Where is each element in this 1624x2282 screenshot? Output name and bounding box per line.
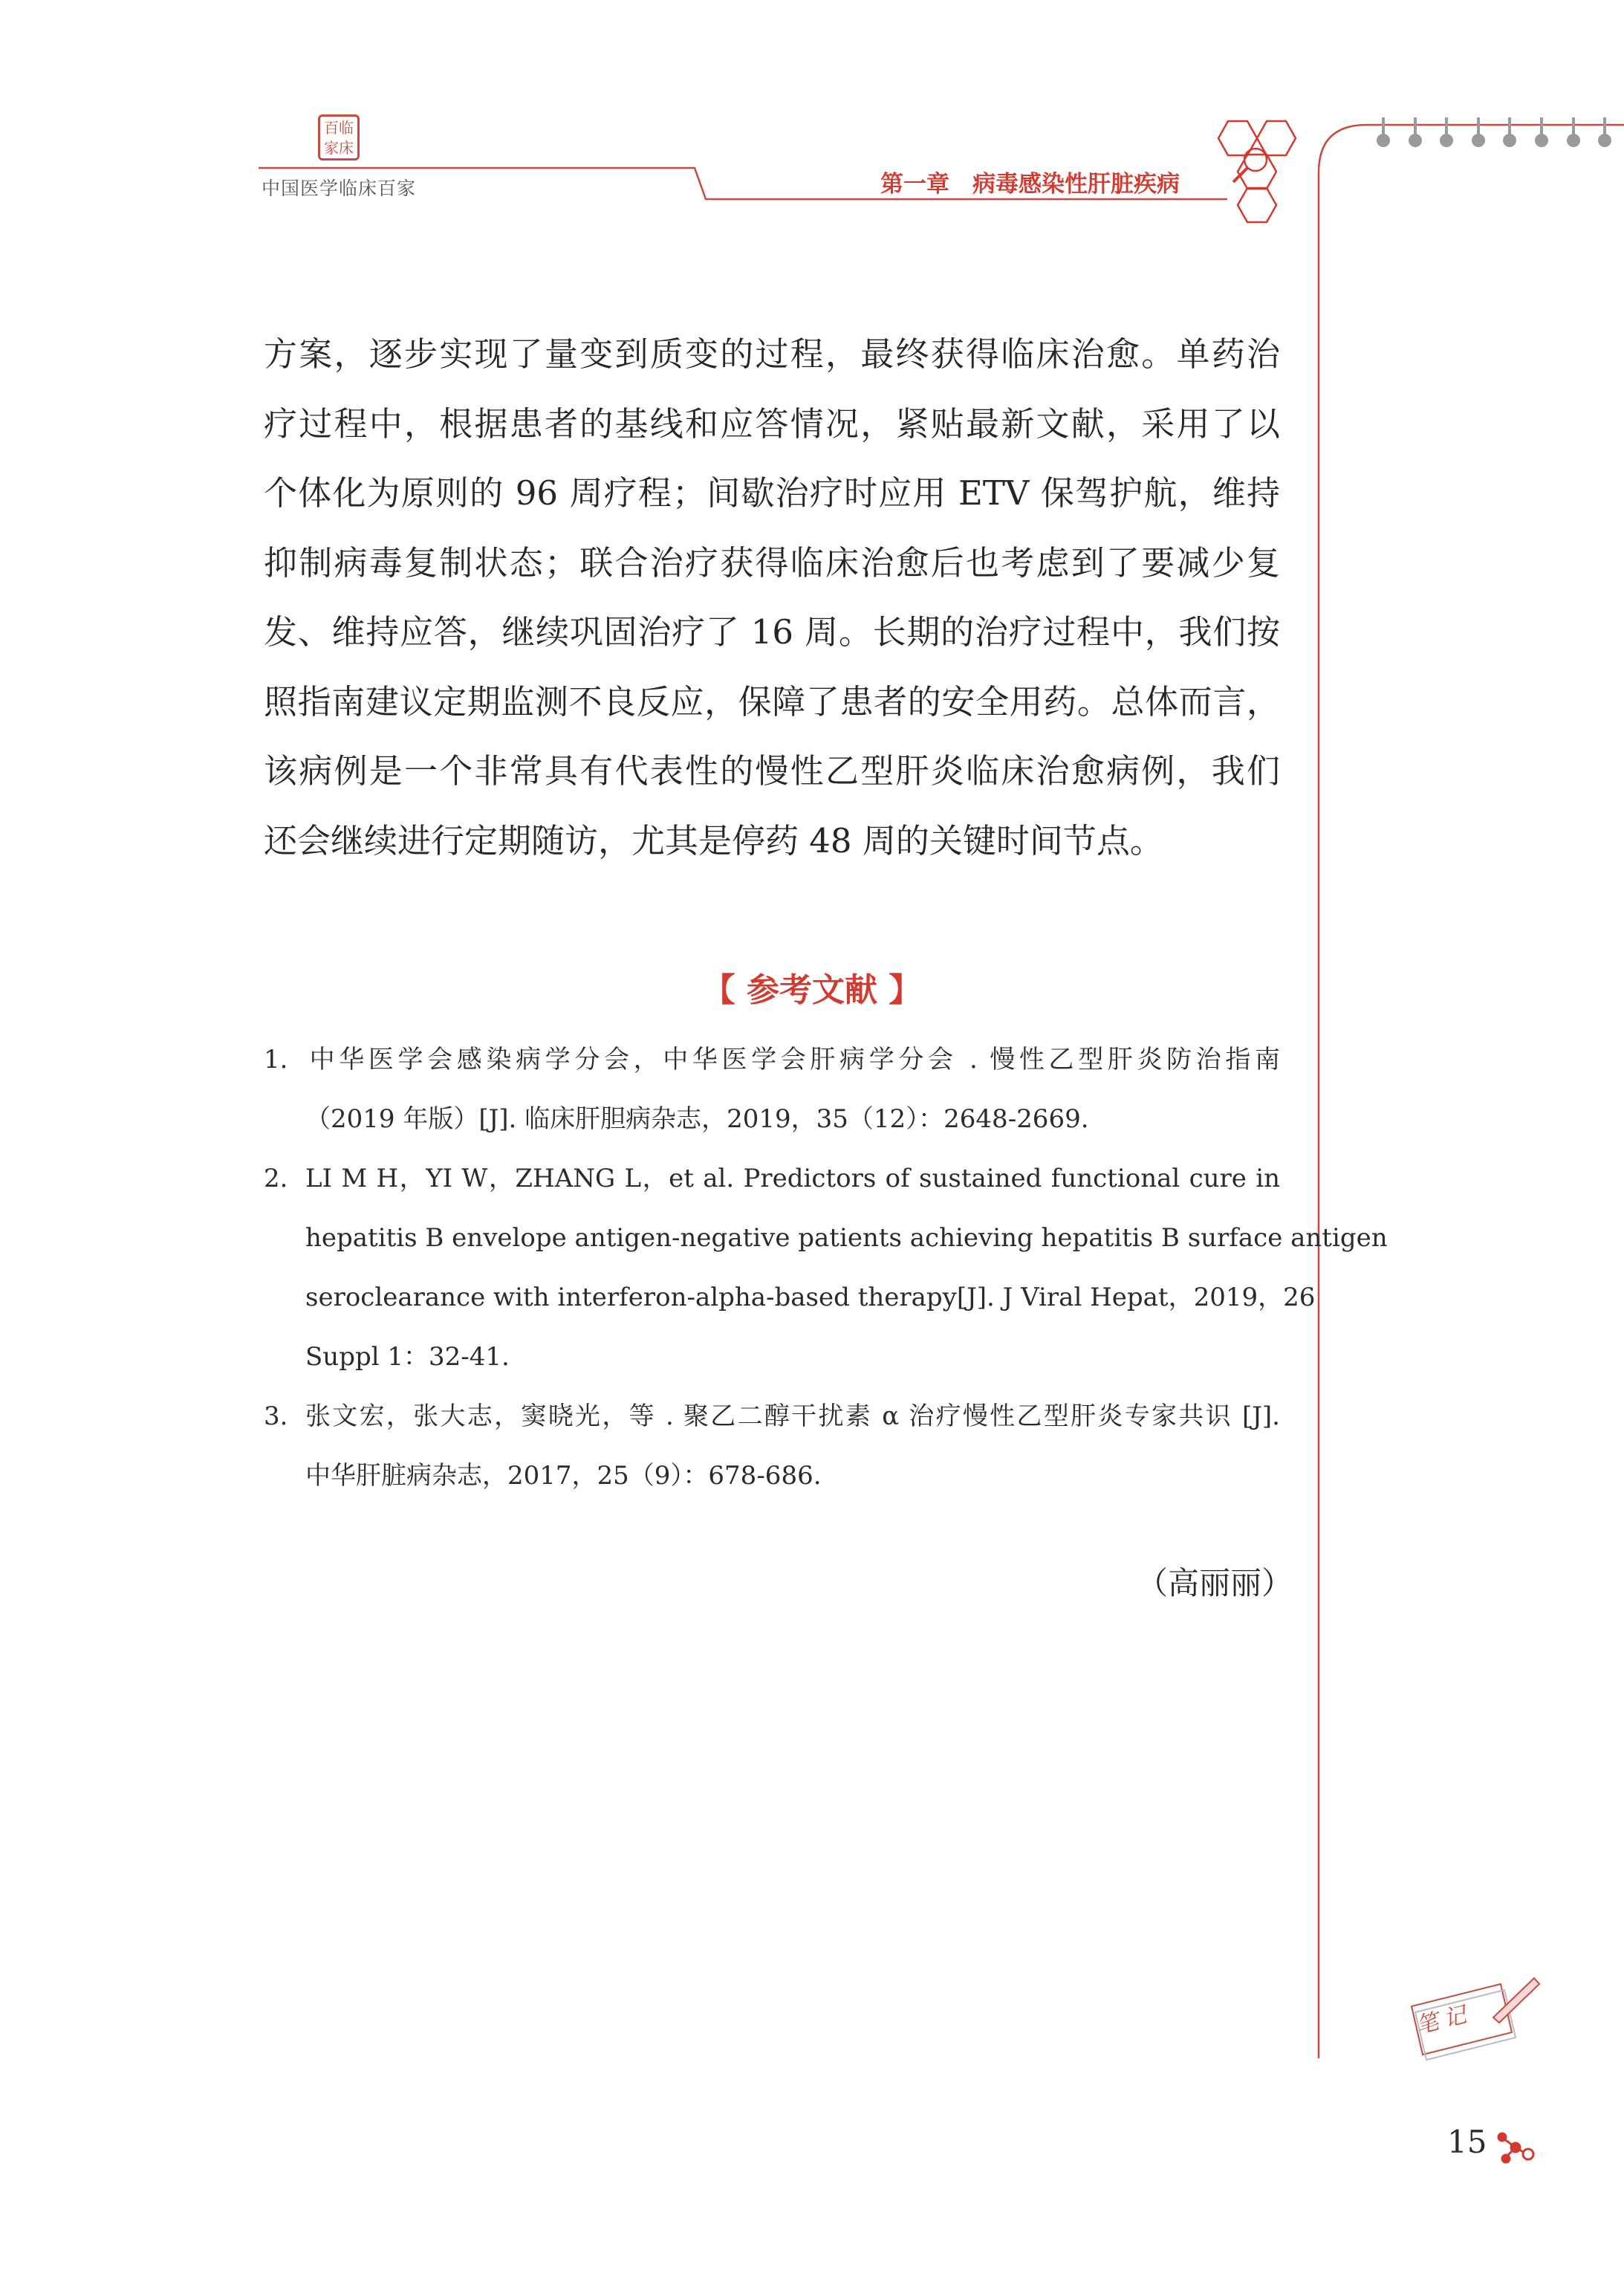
body-line: 抑制病毒复制状态；联合治疗获得临床治愈后也考虑到了要减少复 — [264, 542, 1280, 583]
reference-text: 中华医学会感染病学分会，中华医学会肝病学分会 . 慢性乙型肝炎防治指南 — [305, 1045, 1280, 1074]
references-heading: 【 参考文献 】 — [702, 971, 922, 1009]
reference-text: 张文宏，张大志，窦晓光，等 . 聚乙二醇干扰素 α 治疗慢性乙型肝炎专家共识 [J]. — [305, 1401, 1280, 1431]
author-attribution: （高丽丽） — [1137, 1565, 1293, 1601]
body-line: 还会继续进行定期随访，尤其是停药 48 周的关键时间节点。 — [264, 820, 1163, 860]
reference-text: hepatitis B envelope antigen-negative patients achieving hepatitis B surface antigen — [305, 1223, 1388, 1253]
brand-seal-text: 百临家床 — [324, 119, 354, 157]
reference-item — [264, 1149, 1388, 1387]
body-line: 该病例是一个非常具有代表性的慢性乙型肝炎临床治愈病例，我们 — [264, 751, 1280, 791]
running-header-chapter: 第一章 病毒感染性肝脏疾病 — [880, 171, 1180, 198]
reference-number: 1. — [264, 1045, 288, 1074]
reference-text: （2019 年版）[J]. 临床肝胆病杂志，2019，35（12）：2648-2669. — [305, 1104, 1089, 1134]
reference-text: 中华肝脏病杂志，2017，25（9）：678-686. — [305, 1461, 822, 1491]
binder-rings-icon — [1377, 117, 1611, 147]
reference-number: 2. — [264, 1164, 288, 1193]
reference-text: Suppl 1：32-41. — [305, 1342, 510, 1372]
reference-text: seroclearance with interferon-alpha-based therapy[J]. J Viral Hepat，2019，26 — [305, 1283, 1316, 1312]
reference-item — [264, 1030, 1280, 1149]
running-header-brand: 中国医学临床百家 — [262, 178, 417, 199]
reference-number: 3. — [264, 1401, 288, 1431]
notes-margin-border — [1319, 125, 1624, 2058]
body-line: 疗过程中，根据患者的基线和应答情况，紧贴最新文献，采用了以 — [264, 403, 1280, 444]
body-paragraph — [264, 320, 1280, 875]
body-line: 照指南建议定期监测不良反应，保障了患者的安全用药。总体而言， — [264, 681, 1280, 722]
hexagon-magnifier-icon — [1218, 121, 1296, 222]
body-line: 方案，逐步实现了量变到质变的过程，最终获得临床治愈。单药治 — [264, 334, 1280, 374]
molecule-icon — [1498, 2133, 1533, 2162]
reference-list — [264, 1030, 1388, 1505]
body-line: 发、维持应答，继续巩固治疗了 16 周。长期的治疗过程中，我们按 — [264, 612, 1280, 652]
notes-label: 笔记 — [1413, 2000, 1475, 2040]
body-line: 个体化为原则的 96 周疗程；间歇治疗时应用 ETV 保驾护航，维持 — [264, 473, 1280, 513]
reference-text: LI M H，YI W，ZHANG L，et al. Predictors of sustained functional cure in — [305, 1164, 1280, 1193]
brand-seal-logo — [318, 114, 360, 161]
page-number: 15 — [1447, 2124, 1487, 2160]
reference-item — [264, 1387, 1280, 1505]
